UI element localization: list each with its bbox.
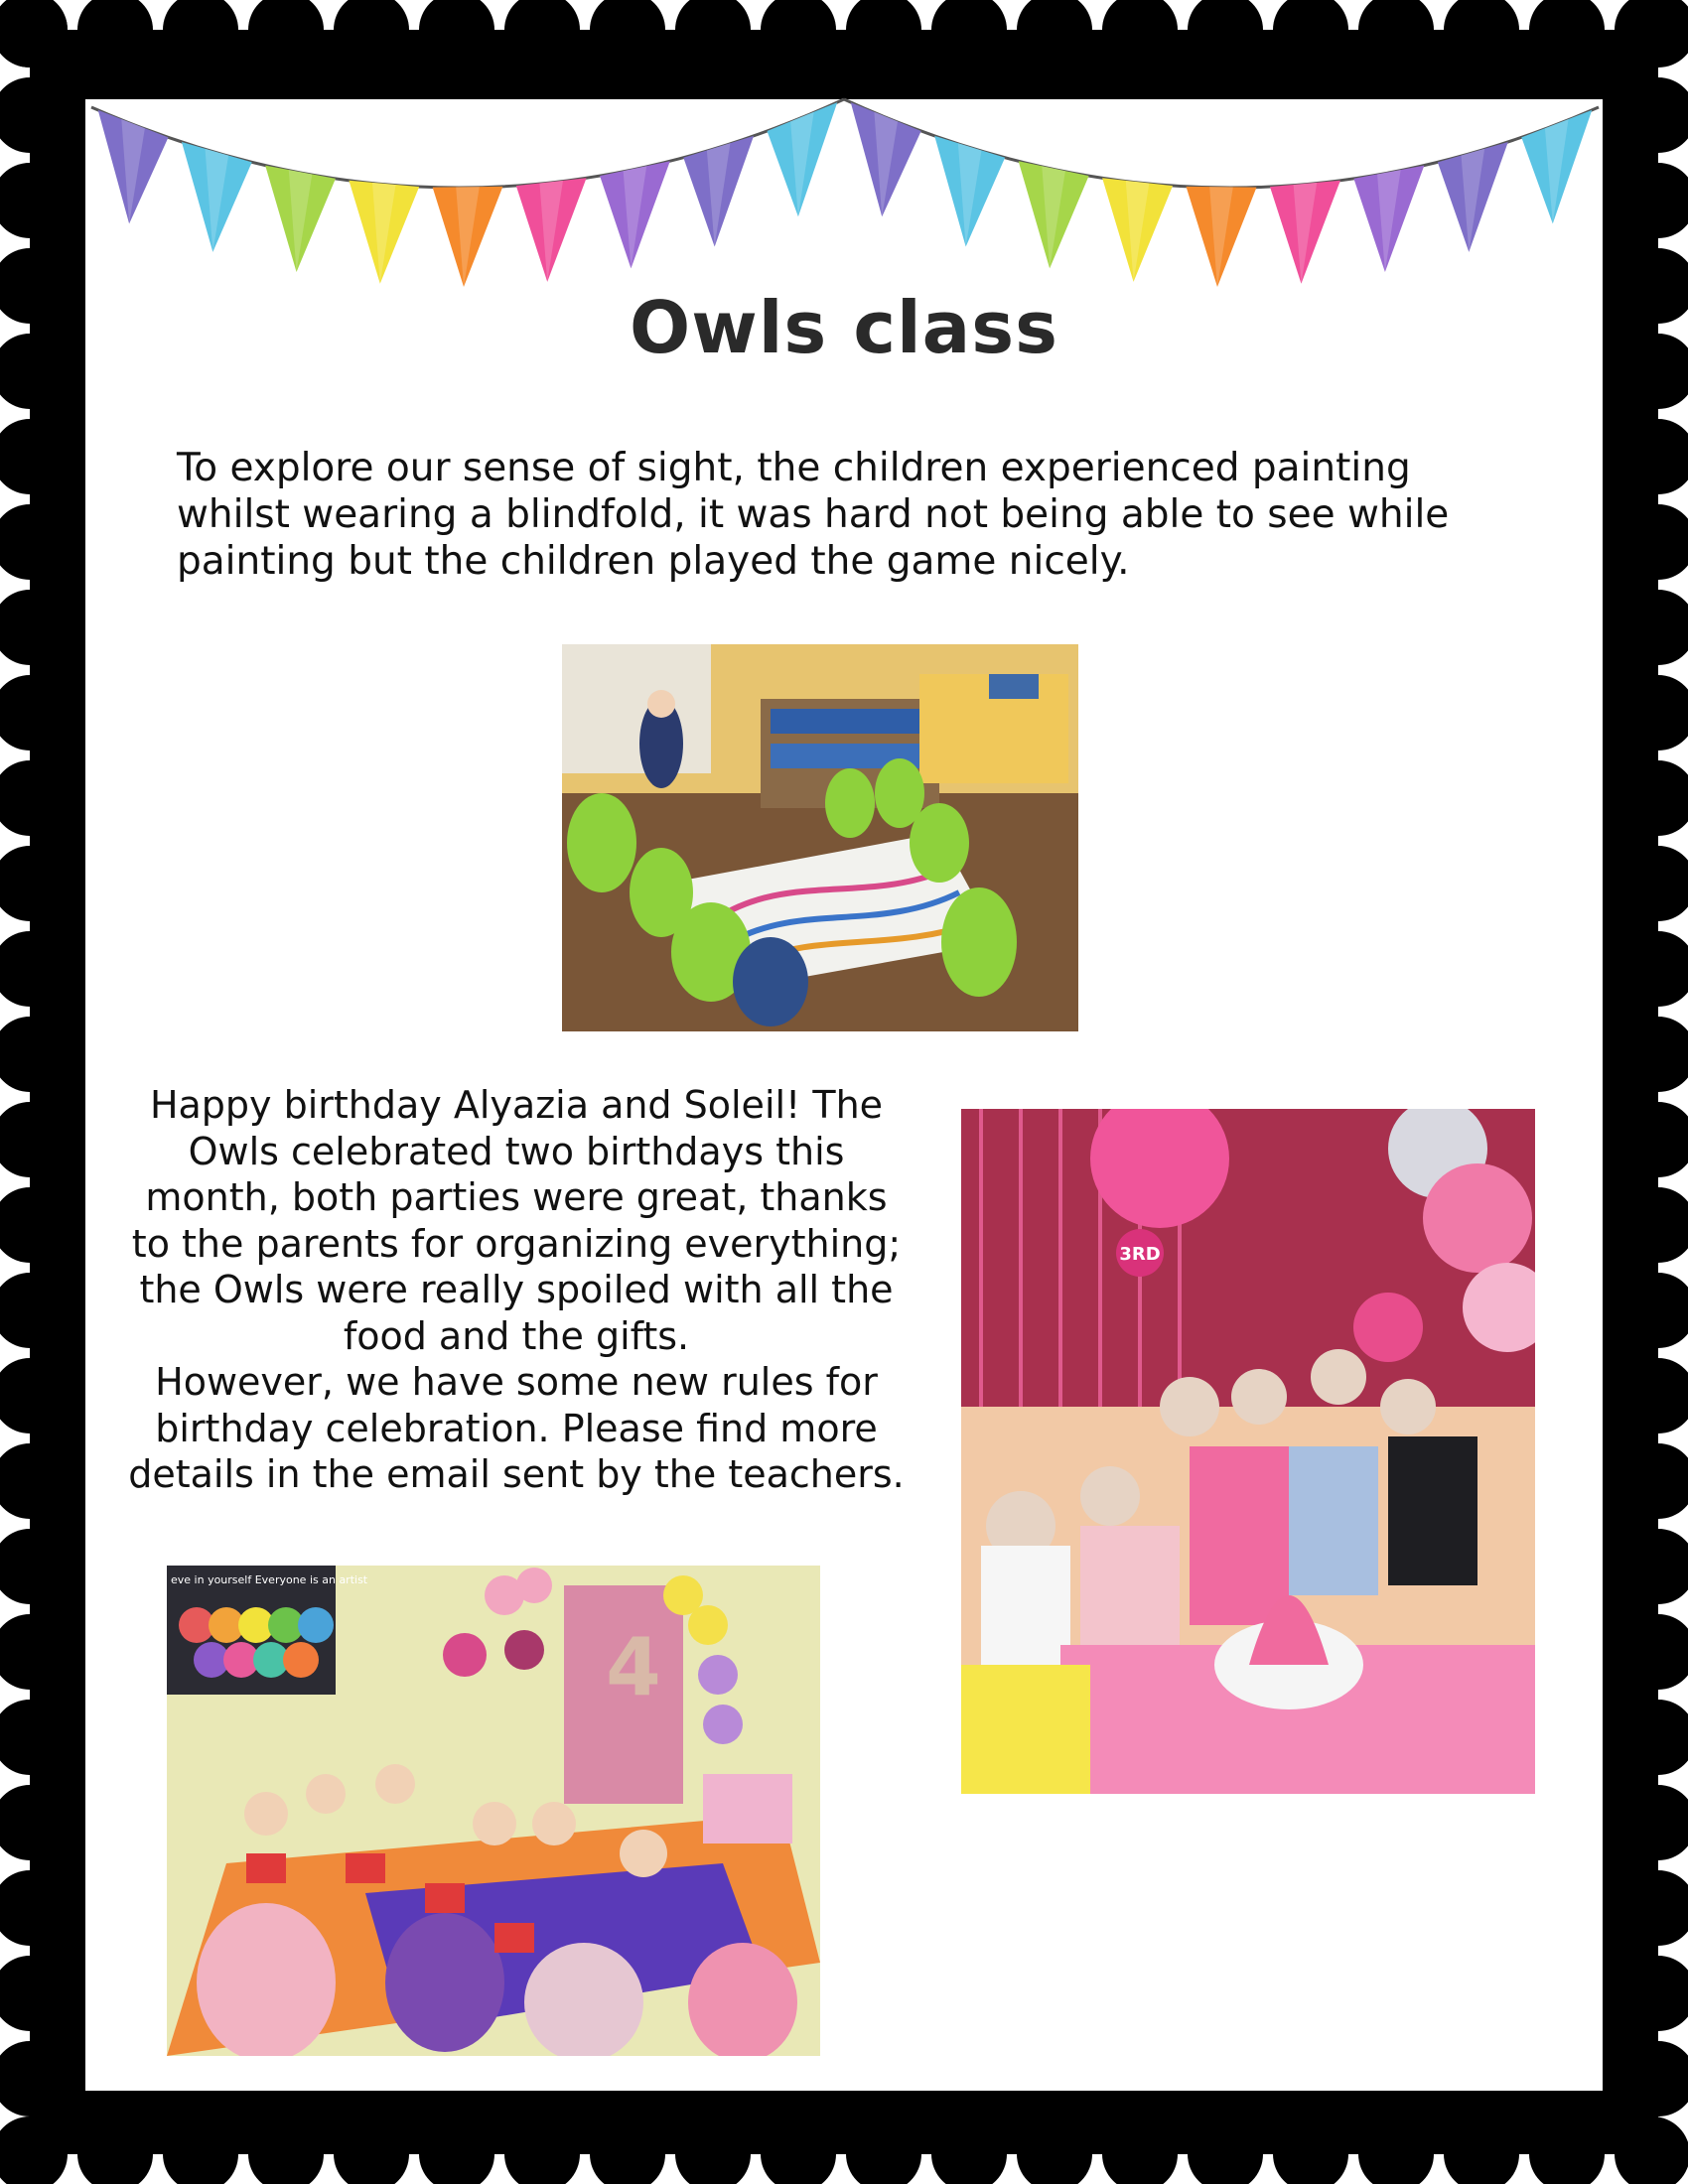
birthday-line: to the parents for organizing everything; [131, 1221, 902, 1266]
cake-photo-sign: 3RD [1119, 1244, 1161, 1265]
birthday-line: However, we have some new rules for [155, 1360, 878, 1404]
birthday-line: Happy birthday Alyazia and Soleil! The [149, 1083, 884, 1127]
page-title: Owls class [630, 286, 1058, 369]
birthday-paragraph [109, 1082, 923, 1498]
birthday-party-photo [167, 1566, 820, 2056]
svg-text:4: 4 [606, 1621, 661, 1713]
birthday-line: birthday celebration. Please find more [155, 1406, 878, 1450]
birthday-line: Owls celebrated two birthdays this [188, 1129, 845, 1173]
birthday-line: the Owls were really spoiled with all the [139, 1268, 894, 1311]
birthday-line: details in the email sent by the teachers. [128, 1452, 905, 1496]
birthday-line: month, both parties were great, thanks [145, 1175, 888, 1219]
intro-paragraph: To explore our sense of sight, the children experienced painting whilst wearing a blindfold, it was hard not being able to see while painting but the children played the game nicely. [177, 446, 1450, 584]
birthday-cake-photo [961, 1109, 1535, 1794]
bunting-garland [0, 0, 1688, 318]
blindfold-painting-photo [562, 644, 1078, 1031]
party-poster-text: eve in yourself Everyone is an artist [171, 1573, 368, 1586]
birthday-line: food and the gifts. [343, 1313, 690, 1358]
